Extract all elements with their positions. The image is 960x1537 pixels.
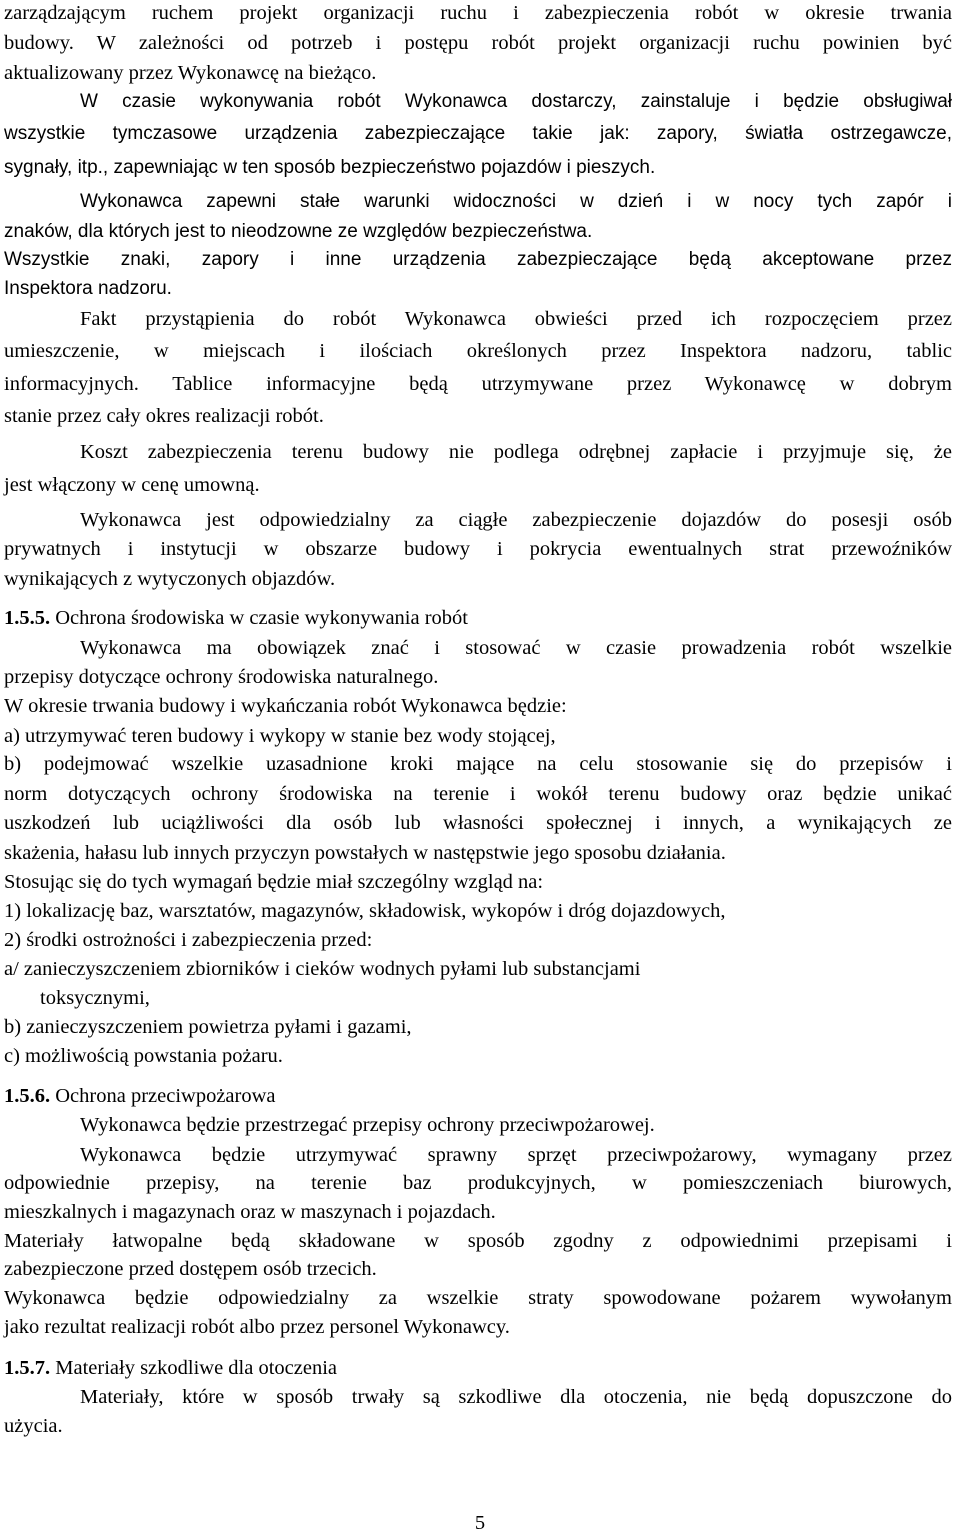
- section-title: Materiały szkodliwe dla otoczenia: [55, 1357, 338, 1379]
- list-item: 1) lokalizację baz, warsztatów, magazynów, składowisk, wykopów i dróg dojazdowych,: [4, 900, 726, 922]
- text-line: umieszczenie, w miejscach i ilościach określonych przez Inspektora nadzoru, tablic: [4, 340, 952, 362]
- section-heading-1-5-5: [4, 605, 952, 631]
- text-line: znaków, dla których jest to nieodzowne ze względów bezpieczeństwa.: [4, 221, 593, 242]
- text-line: W czasie wykonywania robót Wykonawca dostarczy, zainstaluje i będzie obsługiwał: [80, 91, 952, 112]
- text-line: Materiały, które w sposób trwały są szkodliwe dla otoczenia, nie będą dopuszczone do: [80, 1386, 952, 1408]
- text-line: Koszt zabezpieczenia terenu budowy nie podlega odrębnej zapłacie i przyjmuje się, że: [80, 441, 952, 463]
- list-item: c) możliwością powstania pożaru.: [4, 1045, 283, 1067]
- text-line: uszkodzeń lub uciążliwości dla osób lub własności społecznej i innych, a wynikających ze: [4, 812, 952, 834]
- text-line: Fakt przystąpienia do robót Wykonawca obwieści przed ich rozpoczęciem przez: [80, 308, 952, 330]
- text-line: sygnały, itp., zapewniając w ten sposób bezpieczeństwo pojazdów i pieszych.: [4, 157, 656, 178]
- section-number: 1.5.6.: [4, 1085, 51, 1107]
- text-line: wynikających z wytyczonych objazdów.: [4, 568, 336, 590]
- text-line: Wykonawca jest odpowiedzialny za ciągłe zabezpieczenie dojazdów do posesji osób: [80, 509, 952, 531]
- text-line: W okresie trwania budowy i wykańczania robót Wykonawca będzie:: [4, 695, 567, 717]
- text-line: Wszystkie znaki, zapory i inne urządzenia zabezpieczające będą akceptowane przez: [4, 249, 952, 270]
- text-line: aktualizowany przez Wykonawcę na bieżąco.: [4, 62, 377, 84]
- text-line: informacyjnych. Tablice informacyjne będą utrzymywane przez Wykonawcę w dobrym: [4, 373, 952, 395]
- list-item: 2) środki ostrożności i zabezpieczenia przed:: [4, 929, 373, 951]
- text-line: Wykonawca będzie przestrzegać przepisy ochrony przeciwpożarowej.: [80, 1114, 655, 1136]
- text-line: przepisy dotyczące ochrony środowiska naturalnego.: [4, 666, 439, 688]
- section-number: 1.5.5.: [4, 607, 51, 629]
- text-line: toksycznymi,: [40, 987, 150, 1009]
- text-line: Stosując się do tych wymagań będzie miał szczególny wzgląd na:: [4, 871, 544, 893]
- text-line: zabezpieczone przed dostępem osób trzecich.: [4, 1258, 377, 1280]
- section-heading-1-5-6: [4, 1083, 952, 1109]
- section-title: Ochrona środowiska w czasie wykonywania robót: [55, 607, 468, 629]
- list-item: a) utrzymywać teren budowy i wykopy w stanie bez wody stojącej,: [4, 725, 556, 747]
- text-line: jako rezultat realizacji robót albo przez personel Wykonawcy.: [4, 1316, 510, 1338]
- text-line: mieszkalnych i magazynach oraz w maszynach i pojazdach.: [4, 1201, 496, 1223]
- text-line: Wykonawca zapewni stałe warunki widoczności w dzień i w nocy tych zapór i: [80, 191, 952, 212]
- text-line: norm dotyczących ochrony środowiska na terenie i wokół terenu budowy oraz będzie unikać: [4, 783, 952, 805]
- section-heading-1-5-7: [4, 1355, 952, 1381]
- text-line: Wykonawca będzie odpowiedzialny za wszelkie straty spowodowane pożarem wywołanym: [4, 1287, 952, 1309]
- text-line: prywatnych i instytucji w obszarze budowy i pokrycia ewentualnych strat przewoźników: [4, 538, 952, 560]
- list-item: b) podejmować wszelkie uzasadnione kroki mające na celu stosowanie się do przepisów i: [4, 753, 952, 775]
- text-line: Wykonawca ma obowiązek znać i stosować w czasie prowadzenia robót wszelkie: [80, 637, 952, 659]
- text-line: odpowiednie przepisy, na terenie baz produkcyjnych, w pomieszczeniach biurowych,: [4, 1172, 952, 1194]
- text-line: budowy. W zależności od potrzeb i postępu robót projekt organizacji ruchu powinien być: [4, 32, 952, 54]
- section-number: 1.5.7.: [4, 1357, 51, 1379]
- list-item: b) zanieczyszczeniem powietrza pyłami i gazami,: [4, 1016, 412, 1038]
- text-line: jest włączony w cenę umowną.: [4, 474, 260, 496]
- text-line: Materiały łatwopalne będą składowane w sposób zgodny z odpowiednimi przepisami i: [4, 1230, 952, 1252]
- list-item: a/ zanieczyszczeniem zbiorników i cieków wodnych pyłami lub substancjami: [4, 958, 641, 980]
- text-line: Inspektora nadzoru.: [4, 278, 172, 299]
- section-title: Ochrona przeciwpożarowa: [55, 1085, 276, 1107]
- text-line: Wykonawca będzie utrzymywać sprawny sprzęt przeciwpożarowy, wymagany przez: [80, 1144, 952, 1166]
- text-line: wszystkie tymczasowe urządzenia zabezpieczające takie jak: zapory, światła ostrzegawcze,: [4, 123, 952, 144]
- text-line: stanie przez cały okres realizacji robót.: [4, 405, 324, 427]
- text-line: użycia.: [4, 1415, 63, 1437]
- text-line: zarządzającym ruchem projekt organizacji ruchu i zabezpieczenia robót w okresie trwania: [4, 2, 952, 24]
- text-line: skażenia, hałasu lub innych przyczyn powstałych w następstwie jego sposobu działania.: [4, 842, 726, 864]
- page-number: 5: [474, 1512, 486, 1534]
